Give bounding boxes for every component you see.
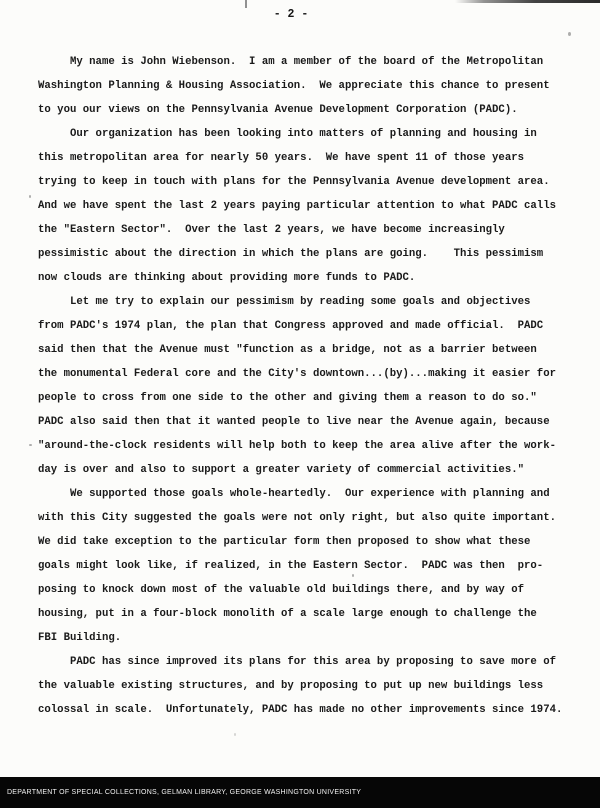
text-line: trying to keep in touch with plans for the Pennsylvania Avenue development area. [38,176,550,188]
text-line: from PADC's 1974 plan, the plan that Congress approved and made official. PADC [38,320,544,332]
text-line: said then that the Avenue must "function as a bridge, not as a barrier between [38,344,537,356]
text-line: FBI Building. [38,632,122,644]
text-line: Washington Planning & Housing Association. We appreciate this chance to present [38,80,550,92]
text-line: pessimistic about the direction in which the plans are going. This pessimism [38,248,544,260]
scan-artifact-streak [455,0,600,3]
archive-footer-bar [0,777,600,808]
text-line: now clouds are thinking about providing more funds to PADC. [38,272,416,284]
text-line: My name is John Wiebenson. I am a member of the board of the Metropolitan [38,56,544,68]
text-line: this metropolitan area for nearly 50 years. We have spent 11 of those years [38,152,525,164]
scan-speck [29,195,31,198]
text-line: Our organization has been looking into matters of planning and housing in [38,128,537,140]
scan-speck [568,32,571,36]
text-line: goals might look like, if realized, in the Eastern Sector. PADC was then pro- [38,560,544,572]
text-line: We did take exception to the particular form then proposed to show what these [38,536,531,548]
page-number: - 2 - [273,8,309,21]
document-body [38,50,570,722]
text-line: Let me try to explain our pessimism by reading some goals and objectives [38,296,531,308]
archive-footer-label: DEPARTMENT OF SPECIAL COLLECTIONS, GELMAN LIBRARY, GEORGE WASHINGTON UNIVERSITY [7,789,362,796]
scan-artifact-tick [245,0,247,8]
text-line: posing to knock down most of the valuable old buildings there, and by way of [38,584,525,596]
text-line: And we have spent the last 2 years paying particular attention to what PADC calls [38,200,556,212]
scan-speck [29,444,32,446]
text-line: colossal in scale. Unfortunately, PADC has made no other improvements since 1974. [38,704,563,716]
text-line: with this City suggested the goals were not only right, but also quite important. [38,512,556,524]
text-line: PADC also said then that it wanted people to live near the Avenue again, because [38,416,550,428]
scan-speck [234,733,236,736]
text-line: the monumental Federal core and the City's downtown...(by)...making it easier for [38,368,556,380]
text-line: housing, put in a four-block monolith of a scale large enough to challenge the [38,608,537,620]
text-line: the valuable existing structures, and by proposing to put up new buildings less [38,680,544,692]
text-line: to you our views on the Pennsylvania Avenue Development Corporation (PADC). [38,104,518,116]
text-line: people to cross from one side to the other and giving them a reason to do so." [38,392,537,404]
text-line: day is over and also to support a greater variety of commercial activities." [38,464,525,476]
text-line: We supported those goals whole-heartedly. Our experience with planning and [38,488,550,500]
text-line: "around-the-clock residents will help both to keep the area alive after the work- [38,440,556,452]
text-line: PADC has since improved its plans for this area by proposing to save more of [38,656,556,668]
text-line: the "Eastern Sector". Over the last 2 years, we have become increasingly [38,224,505,236]
